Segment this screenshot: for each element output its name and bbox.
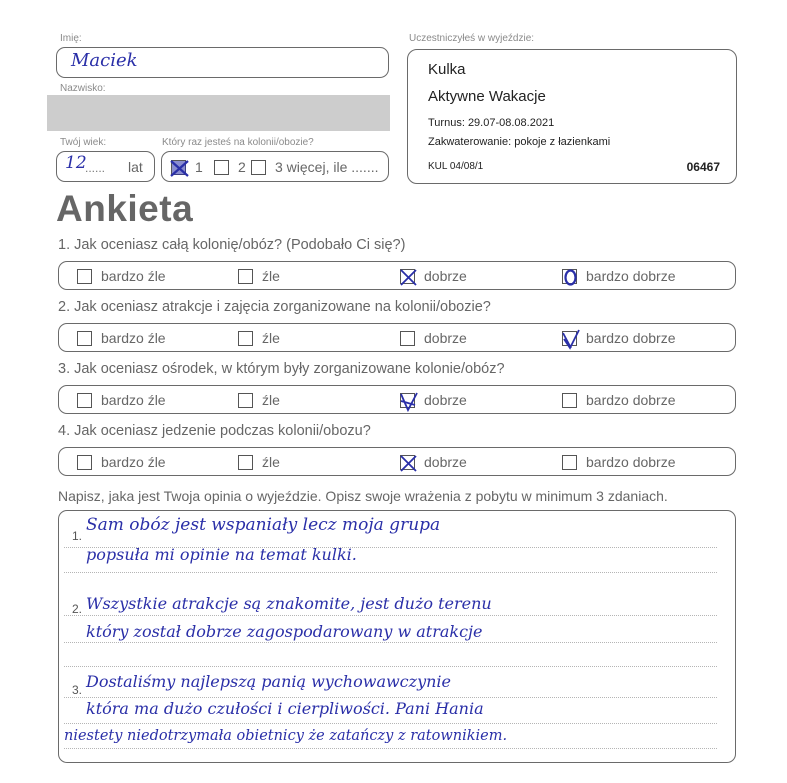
- checkbox[interactable]: [562, 269, 577, 284]
- option-bardzo-dobrze[interactable]: [562, 392, 676, 408]
- times-field: [161, 151, 389, 182]
- checkbox[interactable]: [238, 455, 253, 470]
- checkmark-icon: [398, 267, 419, 288]
- checkbox[interactable]: [400, 455, 415, 470]
- checkbox[interactable]: [77, 269, 92, 284]
- option-bardzo-zle[interactable]: [77, 454, 166, 470]
- option-bardzo-dobrze[interactable]: [562, 454, 676, 470]
- checkbox[interactable]: [238, 331, 253, 346]
- writing-line: [64, 697, 717, 698]
- times-option-2[interactable]: [214, 159, 246, 175]
- checkbox[interactable]: [400, 269, 415, 284]
- name-field[interactable]: [56, 47, 389, 78]
- option-bardzo-dobrze[interactable]: [562, 330, 676, 346]
- times-option-label: 1: [195, 159, 203, 175]
- form-number: 06467: [686, 160, 720, 174]
- answer-row-1: [58, 261, 736, 290]
- answer-row-4: [58, 447, 736, 476]
- checkbox[interactable]: [562, 393, 577, 408]
- option-label: dobrze: [424, 330, 467, 346]
- option-bardzo-zle[interactable]: [77, 392, 166, 408]
- age-dots: ......: [85, 161, 106, 175]
- participant-line1: Kulka: [428, 61, 466, 78]
- writing-line: [64, 572, 717, 573]
- option-dobrze[interactable]: [400, 330, 467, 346]
- checkbox[interactable]: [562, 455, 577, 470]
- checkbox[interactable]: [400, 393, 415, 408]
- option-label: bardzo dobrze: [586, 268, 676, 284]
- writing-line: [64, 666, 717, 667]
- option-zle[interactable]: [238, 392, 280, 408]
- option-label: bardzo dobrze: [586, 454, 676, 470]
- option-label: bardzo dobrze: [586, 330, 676, 346]
- checkbox[interactable]: [77, 393, 92, 408]
- writing-line: [64, 723, 717, 724]
- camp-code: KUL 04/08/1: [428, 161, 484, 172]
- option-zle[interactable]: [238, 268, 280, 284]
- checkmark-icon: [560, 329, 581, 350]
- option-label: bardzo dobrze: [586, 392, 676, 408]
- option-dobrze[interactable]: [400, 392, 467, 408]
- answer-1-line-2: popsuła mi opinie na temat kulki.: [86, 545, 357, 564]
- times-label: Który raz jesteś na kolonii/obozie?: [162, 137, 314, 148]
- answer-3-line-2: która ma dużo czułości i cierpliwości. Pani Hania: [86, 699, 484, 718]
- option-label: dobrze: [424, 268, 467, 284]
- checkmark-icon: [398, 453, 419, 474]
- answer-3-line-1: Dostaliśmy najlepszą panią wychowawczynie: [86, 672, 451, 691]
- answer-1-line-1: Sam obóz jest wspaniały lecz moja grupa: [86, 515, 441, 535]
- checkbox[interactable]: [77, 331, 92, 346]
- answer-2-line-1: Wszystkie atrakcje są znakomite, jest dużo terenu: [86, 594, 492, 613]
- writing-line: [64, 748, 717, 749]
- times-option-label: 3 więcej, ile .......: [275, 159, 379, 175]
- name-value: Maciek: [71, 50, 138, 71]
- option-zle[interactable]: [238, 454, 280, 470]
- checkbox[interactable]: [238, 393, 253, 408]
- checkmark-icon: [560, 267, 581, 288]
- item-number: 3.: [72, 683, 83, 697]
- option-bardzo-zle[interactable]: [77, 268, 166, 284]
- question-2: 2. Jak oceniasz atrakcje i zajęcia zorganizowane na kolonii/obozie?: [58, 299, 491, 315]
- writing-line: [64, 642, 717, 643]
- age-unit: lat: [128, 159, 143, 175]
- item-number: 2.: [72, 602, 83, 616]
- option-dobrze[interactable]: [400, 268, 467, 284]
- checkbox[interactable]: [562, 331, 577, 346]
- option-label: źle: [262, 268, 280, 284]
- option-label: bardzo źle: [101, 454, 166, 470]
- page-title: Ankieta: [56, 188, 194, 229]
- option-label: źle: [262, 330, 280, 346]
- checkbox[interactable]: [400, 331, 415, 346]
- age-value: 12: [65, 153, 87, 173]
- question-3: 3. Jak oceniasz ośrodek, w którym były zorganizowane kolonie/obóz?: [58, 361, 505, 377]
- checkmark-icon: [398, 391, 419, 412]
- participant-card: [407, 49, 737, 184]
- times-checkbox-1[interactable]: [171, 160, 186, 175]
- surname-redaction: [47, 95, 390, 131]
- option-label: dobrze: [424, 454, 467, 470]
- option-label: bardzo źle: [101, 392, 166, 408]
- option-label: bardzo źle: [101, 330, 166, 346]
- times-checkbox-2[interactable]: [214, 160, 229, 175]
- turnus: Turnus: 29.07-08.08.2021: [428, 117, 555, 129]
- writing-line: [64, 615, 717, 616]
- age-field[interactable]: [56, 151, 155, 182]
- option-label: źle: [262, 392, 280, 408]
- option-zle[interactable]: [238, 330, 280, 346]
- answer-3-line-3: niestety niedotrzymała obietnicy że zatańczy z ratownikiem.: [64, 728, 508, 744]
- times-checkbox-3[interactable]: [251, 160, 266, 175]
- surname-label: Nazwisko:: [60, 83, 106, 94]
- times-option-1[interactable]: [171, 159, 203, 175]
- question-1: 1. Jak oceniasz całą kolonię/obóz? (Podobało Ci się?): [58, 237, 406, 253]
- option-label: źle: [262, 454, 280, 470]
- accommodation: Zakwaterowanie: pokoje z łazienkami: [428, 136, 611, 148]
- age-label: Twój wiek:: [60, 137, 107, 148]
- question-4: 4. Jak oceniasz jedzenie podczas kolonii/obozu?: [58, 423, 371, 439]
- opinion-prompt: Napisz, jaka jest Twoja opinia o wyjeździe. Opisz swoje wrażenia z pobytu w minimum 3 zdaniach.: [58, 488, 668, 504]
- participant-line2: Aktywne Wakacje: [428, 88, 546, 105]
- participant-label: Uczestniczyłeś w wyjeździe:: [409, 33, 535, 44]
- checkbox[interactable]: [77, 455, 92, 470]
- answer-row-2: [58, 323, 736, 352]
- answer-row-3: [58, 385, 736, 414]
- option-bardzo-zle[interactable]: [77, 330, 166, 346]
- times-option-3[interactable]: [251, 159, 378, 175]
- item-number: 1.: [72, 529, 83, 543]
- checkbox[interactable]: [238, 269, 253, 284]
- option-label: dobrze: [424, 392, 467, 408]
- option-dobrze[interactable]: [400, 454, 467, 470]
- name-label: Imię:: [60, 33, 82, 44]
- checkmark-icon: [169, 158, 190, 179]
- answer-2-line-2: który został dobrze zagospodarowany w atrakcje: [86, 622, 483, 641]
- times-option-label: 2: [238, 159, 246, 175]
- option-label: bardzo źle: [101, 268, 166, 284]
- option-bardzo-dobrze[interactable]: [562, 268, 676, 284]
